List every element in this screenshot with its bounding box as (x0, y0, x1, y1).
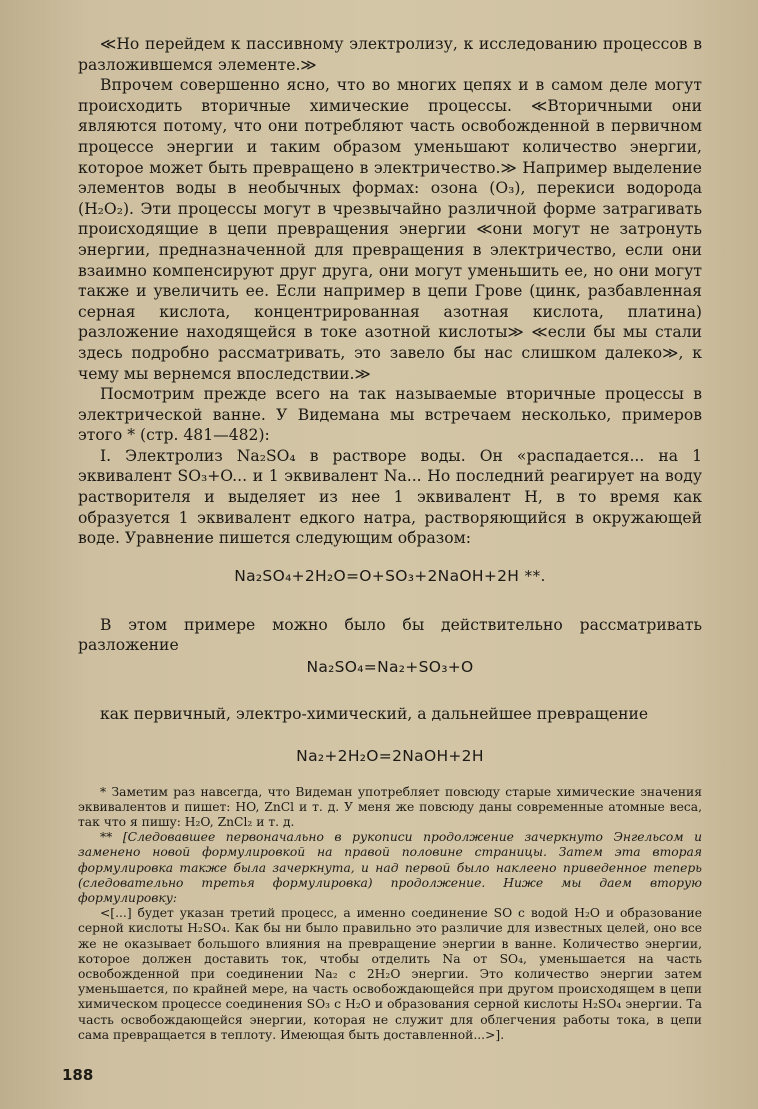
equation-2: Na₂SO₄=Na₂+SO₃+O (306, 658, 474, 677)
equation-1: Na₂SO₄+2H₂O=O+SO₃+2NaOH+2H **. (234, 566, 546, 585)
paragraph-3: Посмотрим прежде всего на так называемые вторичные процессы в электрической ванне. У Видемана мы встречаем несколько, примеров этого * (стр. 481—482): (78, 385, 702, 445)
equation-3: Na₂+2H₂O=2NaOH+2H (296, 746, 484, 765)
paragraph-4: I. Электролиз Na₂SO₄ в растворе воды. Он «распадается... на 1 эквивалент SO₃+O... и 1 эквивалент Na... Но последний реагирует на воду растворителя и выделяет из нее 1 эквивалент H, в то время как образуется 1 эквивалент едкого натра, растворяющийся в окружающей воде. Уравнение пишется следующим образом: (78, 446, 702, 548)
footnote-2-text: <[...] будет указан третий процесс, а именно соединение SO с водой H₂O и образование серной кислоты H₂SO₄. Как бы ни было правильно это различие для известных целей, оно все же не оказывает большого влияния на превращение энергии в ванне. Количество энергии, которое должен доставить ток, чтобы отделить Na от SO₄, уменьшается на часть освобожденной при соединении Na₂ с 2H₂O энергии. Это количество энергии затем уменьшается, по крайней мере, на часть освобождающейся при другом происходящем в цепи химическом процессе соединения SO₃ с H₂O и образования серной кислоты H₂SO₄ энергии. Та часть освобождающейся энергии, которая не служит для облегчения работы тока, в цепи сама превращается в теплоту. Имеющая быть доставленной...>]. (78, 906, 702, 1042)
footnote-2-editorial-note: ** [Следовавшее первоначально в рукописи продолжение зачеркнуто Энгельсом и заменено новой формулировкой на правой половине страницы. Затем эта вторая формулировка также была зачеркнута, и над первой было наклеено приведенное теперь (следовательно третья формулировка) продолжение. Ниже мы даем вторую формулировку: (78, 830, 702, 906)
page-number: 188 (62, 1066, 94, 1084)
paragraph-5: В этом примере можно было бы действительно рассматривать разложение (78, 615, 702, 655)
footnote-1: * Заметим раз навсегда, что Видеман употребляет повсюду старые химические значения эквивалентов и пишет: HO, ZnCl и т. д. У меня же повсюду даны современные атомные веса, так что я пишу: H₂O, ZnCl₂ и т. д. (78, 784, 702, 830)
paragraph-2: Впрочем совершенно ясно, что во многих цепях и в самом деле могут происходить вторичные химические процессы. ≪Вторичными они являются потому, что они потребляют часть освобожденной в первичном процессе энергии и таким образом уменьшают количество энергии, которое может быть превращено в электричество.≫ Например выделение элементов воды в необычных формах: озона (O₃), перекиси водорода (H₂O₂). Эти процессы могут в чрезвычайно различной форме затрагивать происходящие в цепи превращения энергии ≪они могут не затронуть энергии, предназначенной для превращения в электричество, если они взаимно компенсируют друг друга, они могут уменьшить ее, но они могут также и увеличить ее. Если например в цепи Грове (цинк, разбавленная серная кислота, концентрированная азотная кислота, платина) разложение находящейся в токе азотной кислоты≫ ≪если бы мы стали здесь подробно рассматривать, это завело бы нас слишком далеко≫, к чему мы вернемся впоследствии.≫ (78, 76, 702, 383)
paragraph-6: как первичный, электро-химический, а дальнейшее превращение (100, 705, 649, 724)
paragraph-1: ≪Но перейдем к пассивному электролизу, к исследованию процессов в разложившемся элементе.≫ (78, 35, 702, 74)
